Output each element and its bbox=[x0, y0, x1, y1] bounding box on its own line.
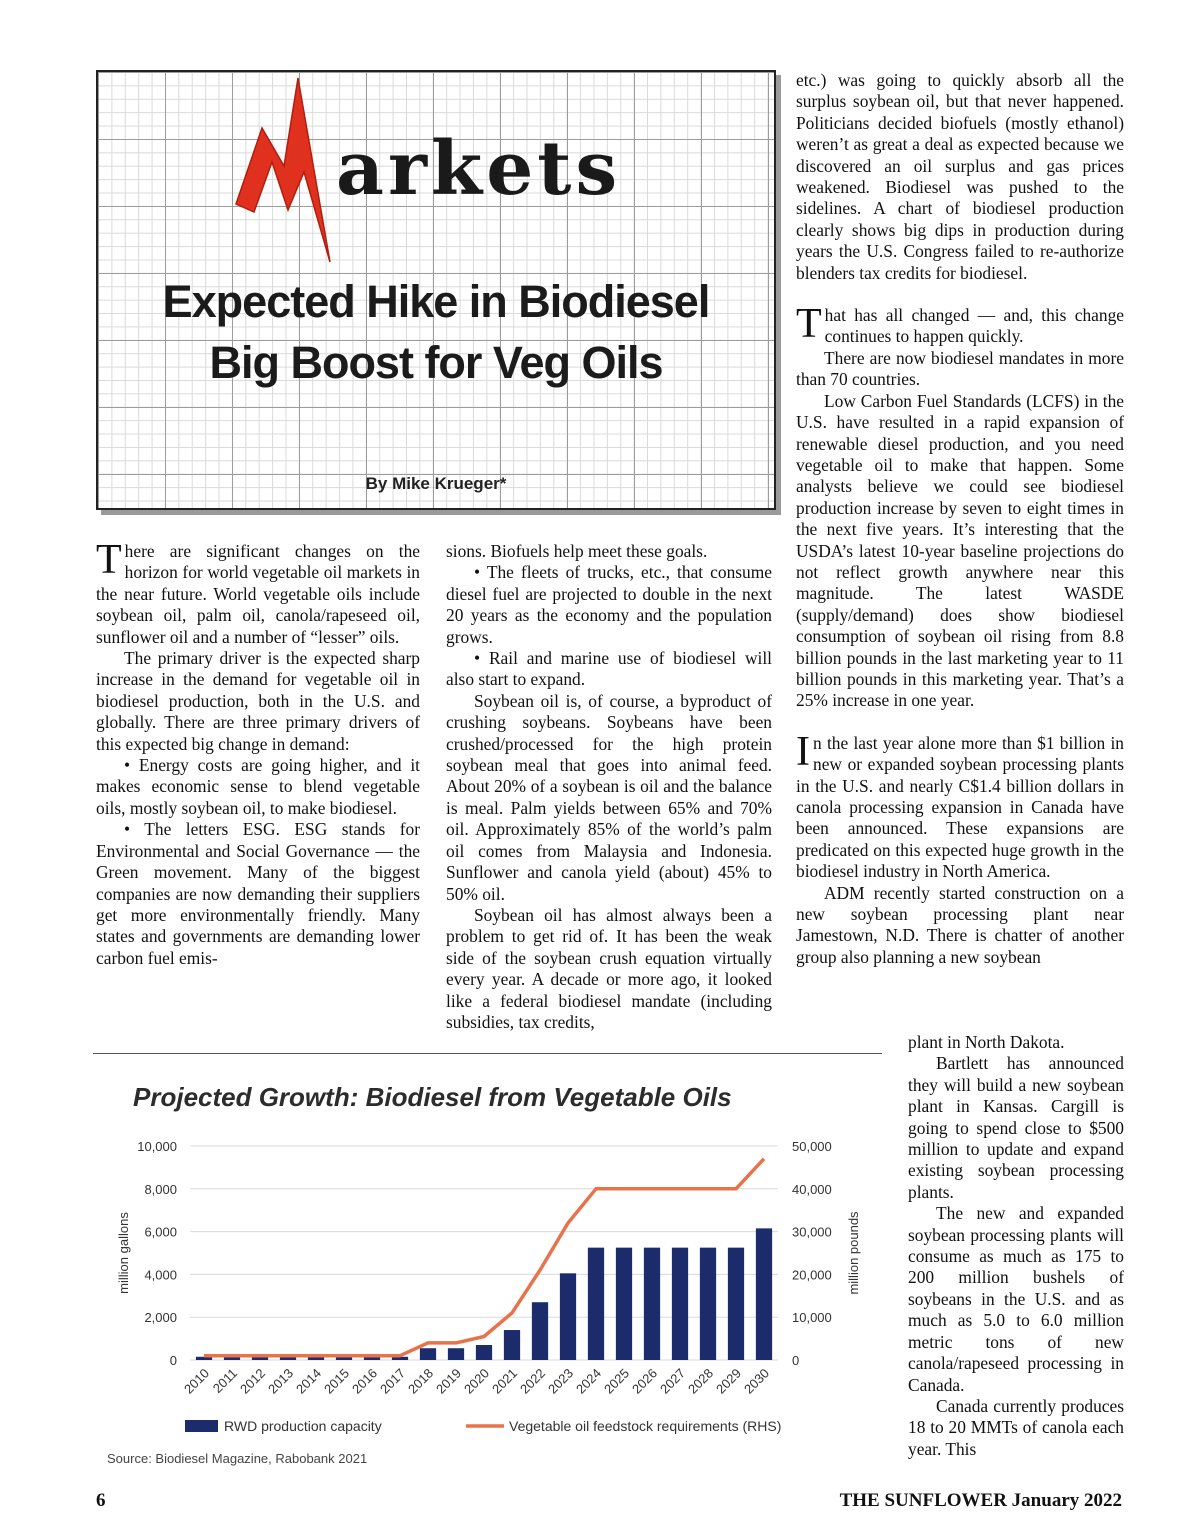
bar bbox=[644, 1248, 660, 1360]
bullet-paragraph: • The fleets of trucks, etc., that consume diesel fuel are projected to double in the next 20 years as the economy and the population grows. bbox=[446, 562, 772, 647]
paragraph bbox=[796, 301, 1124, 348]
paragraph bbox=[796, 728, 1124, 883]
x-tick-label: 2028 bbox=[685, 1365, 717, 1397]
legend-label: Vegetable oil feedstock requirements (RHS) bbox=[509, 1418, 782, 1434]
paragraph: ADM recently started construction on a new soybean processing plant near Jamestown, N.D. There is chatter of another group also planning a new soybean bbox=[796, 882, 1124, 967]
headline-line-1: Expected Hike in Biodiesel bbox=[162, 276, 710, 327]
x-tick-label: 2027 bbox=[657, 1365, 689, 1397]
paragraph: plant in North Dakota. bbox=[908, 1032, 1065, 1052]
headline-line-2: Big Boost for Veg Oils bbox=[209, 337, 663, 388]
paragraph: The primary driver is the expected sharp increase in the demand for vegetable oil in biodiesel production, both in the U.S. and globally. There are three primary drivers of this expected big change in demand: bbox=[96, 648, 420, 754]
y-axis-label: million gallons bbox=[116, 1212, 131, 1294]
x-tick-label: 2030 bbox=[741, 1365, 773, 1397]
x-tick-label: 2018 bbox=[405, 1365, 437, 1397]
y-tick-label: 8,000 bbox=[144, 1181, 177, 1197]
paragraph: Soybean oil has almost always been a problem to get rid of. It has been the weak side of the soybean crush equation virtually every year. A decade or more ago, it looked like a federal biodiesel mandate (including subsidies, tax credits, bbox=[446, 904, 772, 1032]
article-column-1 bbox=[96, 537, 420, 969]
markets-logo-m bbox=[228, 78, 343, 266]
bullet-paragraph: • Energy costs are going higher, and it makes economic sense to blend vegetable oils, mostly soybean oil, to make biodiesel. bbox=[96, 755, 420, 818]
drop-cap: I bbox=[796, 728, 810, 775]
article-column-3-continued bbox=[908, 1032, 1124, 1460]
y-tick-label: 0 bbox=[169, 1353, 177, 1368]
x-tick-label: 2029 bbox=[713, 1365, 745, 1397]
logo-text: arkets bbox=[336, 126, 622, 212]
bar bbox=[476, 1345, 492, 1360]
y-tick-label: 6,000 bbox=[144, 1224, 177, 1240]
y-tick-label: 2,000 bbox=[144, 1310, 177, 1326]
y2-tick-label: 50,000 bbox=[792, 1139, 832, 1154]
paragraph: Canada currently produces 18 to 20 MMTs of canola each year. This bbox=[908, 1395, 1124, 1459]
x-tick-label: 2016 bbox=[349, 1365, 381, 1397]
paragraph: etc.) was going to quickly absorb all the surplus soybean oil, but that never happened. Politicians decided biofuels (mostly ethanol) weren’t as great a deal as expected because we discovered an oil surplus and gas prices weakened. Biodiesel was pushed to the sidelines. A chart of biodiesel production clearly shows big dips in production during years the U.S. Congress failed to re-authorize blenders tax credits for biodiesel. bbox=[796, 70, 1124, 283]
y2-tick-label: 30,000 bbox=[792, 1224, 832, 1240]
paragraph-text: hat has all changed — and, this change continues to happen quickly. bbox=[824, 305, 1124, 347]
bar bbox=[672, 1248, 688, 1360]
paragraph: sions. Biofuels help meet these goals. bbox=[446, 541, 708, 561]
x-tick-label: 2010 bbox=[181, 1365, 213, 1397]
article-header bbox=[96, 70, 776, 510]
chart-title: Projected Growth: Biodiesel from Vegetable Oils bbox=[133, 1082, 732, 1112]
bar bbox=[756, 1228, 772, 1360]
x-tick-label: 2025 bbox=[601, 1365, 633, 1397]
publication-footer: THE SUNFLOWER January 2022 bbox=[839, 1490, 1122, 1511]
y-tick-label: 10,000 bbox=[137, 1139, 177, 1154]
bullet-paragraph: • Rail and marine use of biodiesel will also start to expand. bbox=[446, 648, 772, 690]
bar bbox=[448, 1348, 464, 1360]
y-tick-label: 4,000 bbox=[144, 1267, 177, 1283]
paragraph: Bartlett has announced they will build a new soybean plant in Kansas. Cargill is going to spend close to $500 million to update and expand existing soybean processing plants. bbox=[908, 1053, 1124, 1202]
gridlines bbox=[190, 1146, 778, 1360]
bar bbox=[728, 1248, 744, 1360]
x-tick-label: 2011 bbox=[209, 1365, 241, 1396]
y2-tick-label: 20,000 bbox=[792, 1267, 832, 1283]
byline: By Mike Krueger* bbox=[365, 474, 507, 493]
paragraph: The new and expanded soybean processing plants will consume as much as 175 to 200 million bushels of soybeans in the U.S. and as much as 5.0 to 6.0 million metric tons of new canola/rapeseed processing in Canada. bbox=[908, 1203, 1124, 1395]
bar bbox=[532, 1302, 548, 1360]
x-tick-label: 2021 bbox=[489, 1365, 521, 1397]
chart-source: Source: Biodiesel Magazine, Rabobank 2021 bbox=[107, 1451, 368, 1466]
x-tick-label: 2024 bbox=[573, 1365, 605, 1397]
paragraph bbox=[96, 537, 420, 648]
page-number: 6 bbox=[96, 1490, 106, 1511]
y2-tick-label: 0 bbox=[792, 1353, 800, 1368]
x-tick-label: 2017 bbox=[377, 1365, 409, 1397]
paragraph-text: here are significant changes on the horizon for world vegetable oil markets in the near future. World vegetable oils include soybean oil, palm oil, canola/rapeseed oil, sunflower oil and a number of “lesser” oils. bbox=[96, 541, 420, 647]
paragraph: Soybean oil is, of course, a byproduct of crushing soybeans. Soybeans have been crushed/processed for the high protein soybean meal that goes into animal feed. About 20% of a soybean is oil and the balance is meal. Palm yields between 65% and 70% oil. Approximately 85% of the world’s palm oil comes from Malaysia and Indonesia. Sunflower and canola yield (about) 45% to 50% oil. bbox=[446, 690, 772, 904]
article-column-2 bbox=[446, 541, 772, 1033]
drop-cap: T bbox=[96, 537, 122, 583]
x-tick-label: 2012 bbox=[237, 1365, 269, 1397]
y2-tick-label: 40,000 bbox=[792, 1181, 832, 1197]
drop-cap: T bbox=[796, 301, 822, 348]
chart-plot bbox=[90, 1120, 861, 1475]
x-tick-label: 2026 bbox=[629, 1365, 661, 1397]
legend-swatch-bar bbox=[185, 1420, 218, 1432]
paragraph: There are now biodiesel mandates in more than 70 countries. bbox=[796, 347, 1124, 390]
bar bbox=[700, 1248, 716, 1360]
legend bbox=[185, 1418, 781, 1434]
y2-axis-label: million pounds bbox=[846, 1211, 861, 1295]
bar bbox=[560, 1273, 576, 1360]
x-tick-label: 2015 bbox=[321, 1365, 353, 1397]
bar bbox=[616, 1248, 632, 1360]
paragraph-text: n the last year alone more than $1 billion in new or expanded soybean processing plants in the U.S. and nearly C$1.4 billion dollars in canola processing expansion in Canada have been announced. These expansions are predicated on this expected huge growth in the biodiesel industry in North America. bbox=[796, 732, 1124, 882]
bar bbox=[420, 1348, 436, 1360]
legend-label: RWD production capacity bbox=[224, 1418, 382, 1434]
x-tick-label: 2013 bbox=[265, 1365, 297, 1397]
x-tick-label: 2020 bbox=[461, 1365, 493, 1397]
paragraph: Low Carbon Fuel Standards (LCFS) in the U.S. have resulted in a rapid expansion of renewable diesel production, and you need vegetable oil to make that happen. Some analysts believe we could see biodiesel production increase by seven to eight times in the next five years. It’s interesting that the USDA’s latest 10-year baseline projections do not reflect growth anywhere near this magnitude. The latest WASDE (supply/demand) does show biodiesel consumption of soybean oil rising from 8.8 billion pounds in the last marketing year to 11 billion pounds in this marketing year. That’s a 25% increase in one year. bbox=[796, 390, 1124, 711]
article-column-3 bbox=[796, 70, 1124, 968]
y2-tick-label: 10,000 bbox=[792, 1310, 832, 1326]
x-tick-label: 2019 bbox=[433, 1365, 465, 1397]
x-tick-label: 2014 bbox=[293, 1365, 325, 1397]
x-tick-label: 2022 bbox=[517, 1365, 549, 1397]
bullet-paragraph: • The letters ESG. ESG stands for Environmental and Social Governance — the Green movement. Many of the biggest companies are now demanding their suppliers get more environmentally friendly. Many states and governments are demanding lower carbon fuel emis- bbox=[96, 819, 420, 968]
chart-divider bbox=[93, 1053, 882, 1054]
bar bbox=[588, 1248, 604, 1360]
bar bbox=[504, 1330, 520, 1360]
x-tick-label: 2023 bbox=[545, 1365, 577, 1397]
bar-series bbox=[196, 1228, 772, 1360]
